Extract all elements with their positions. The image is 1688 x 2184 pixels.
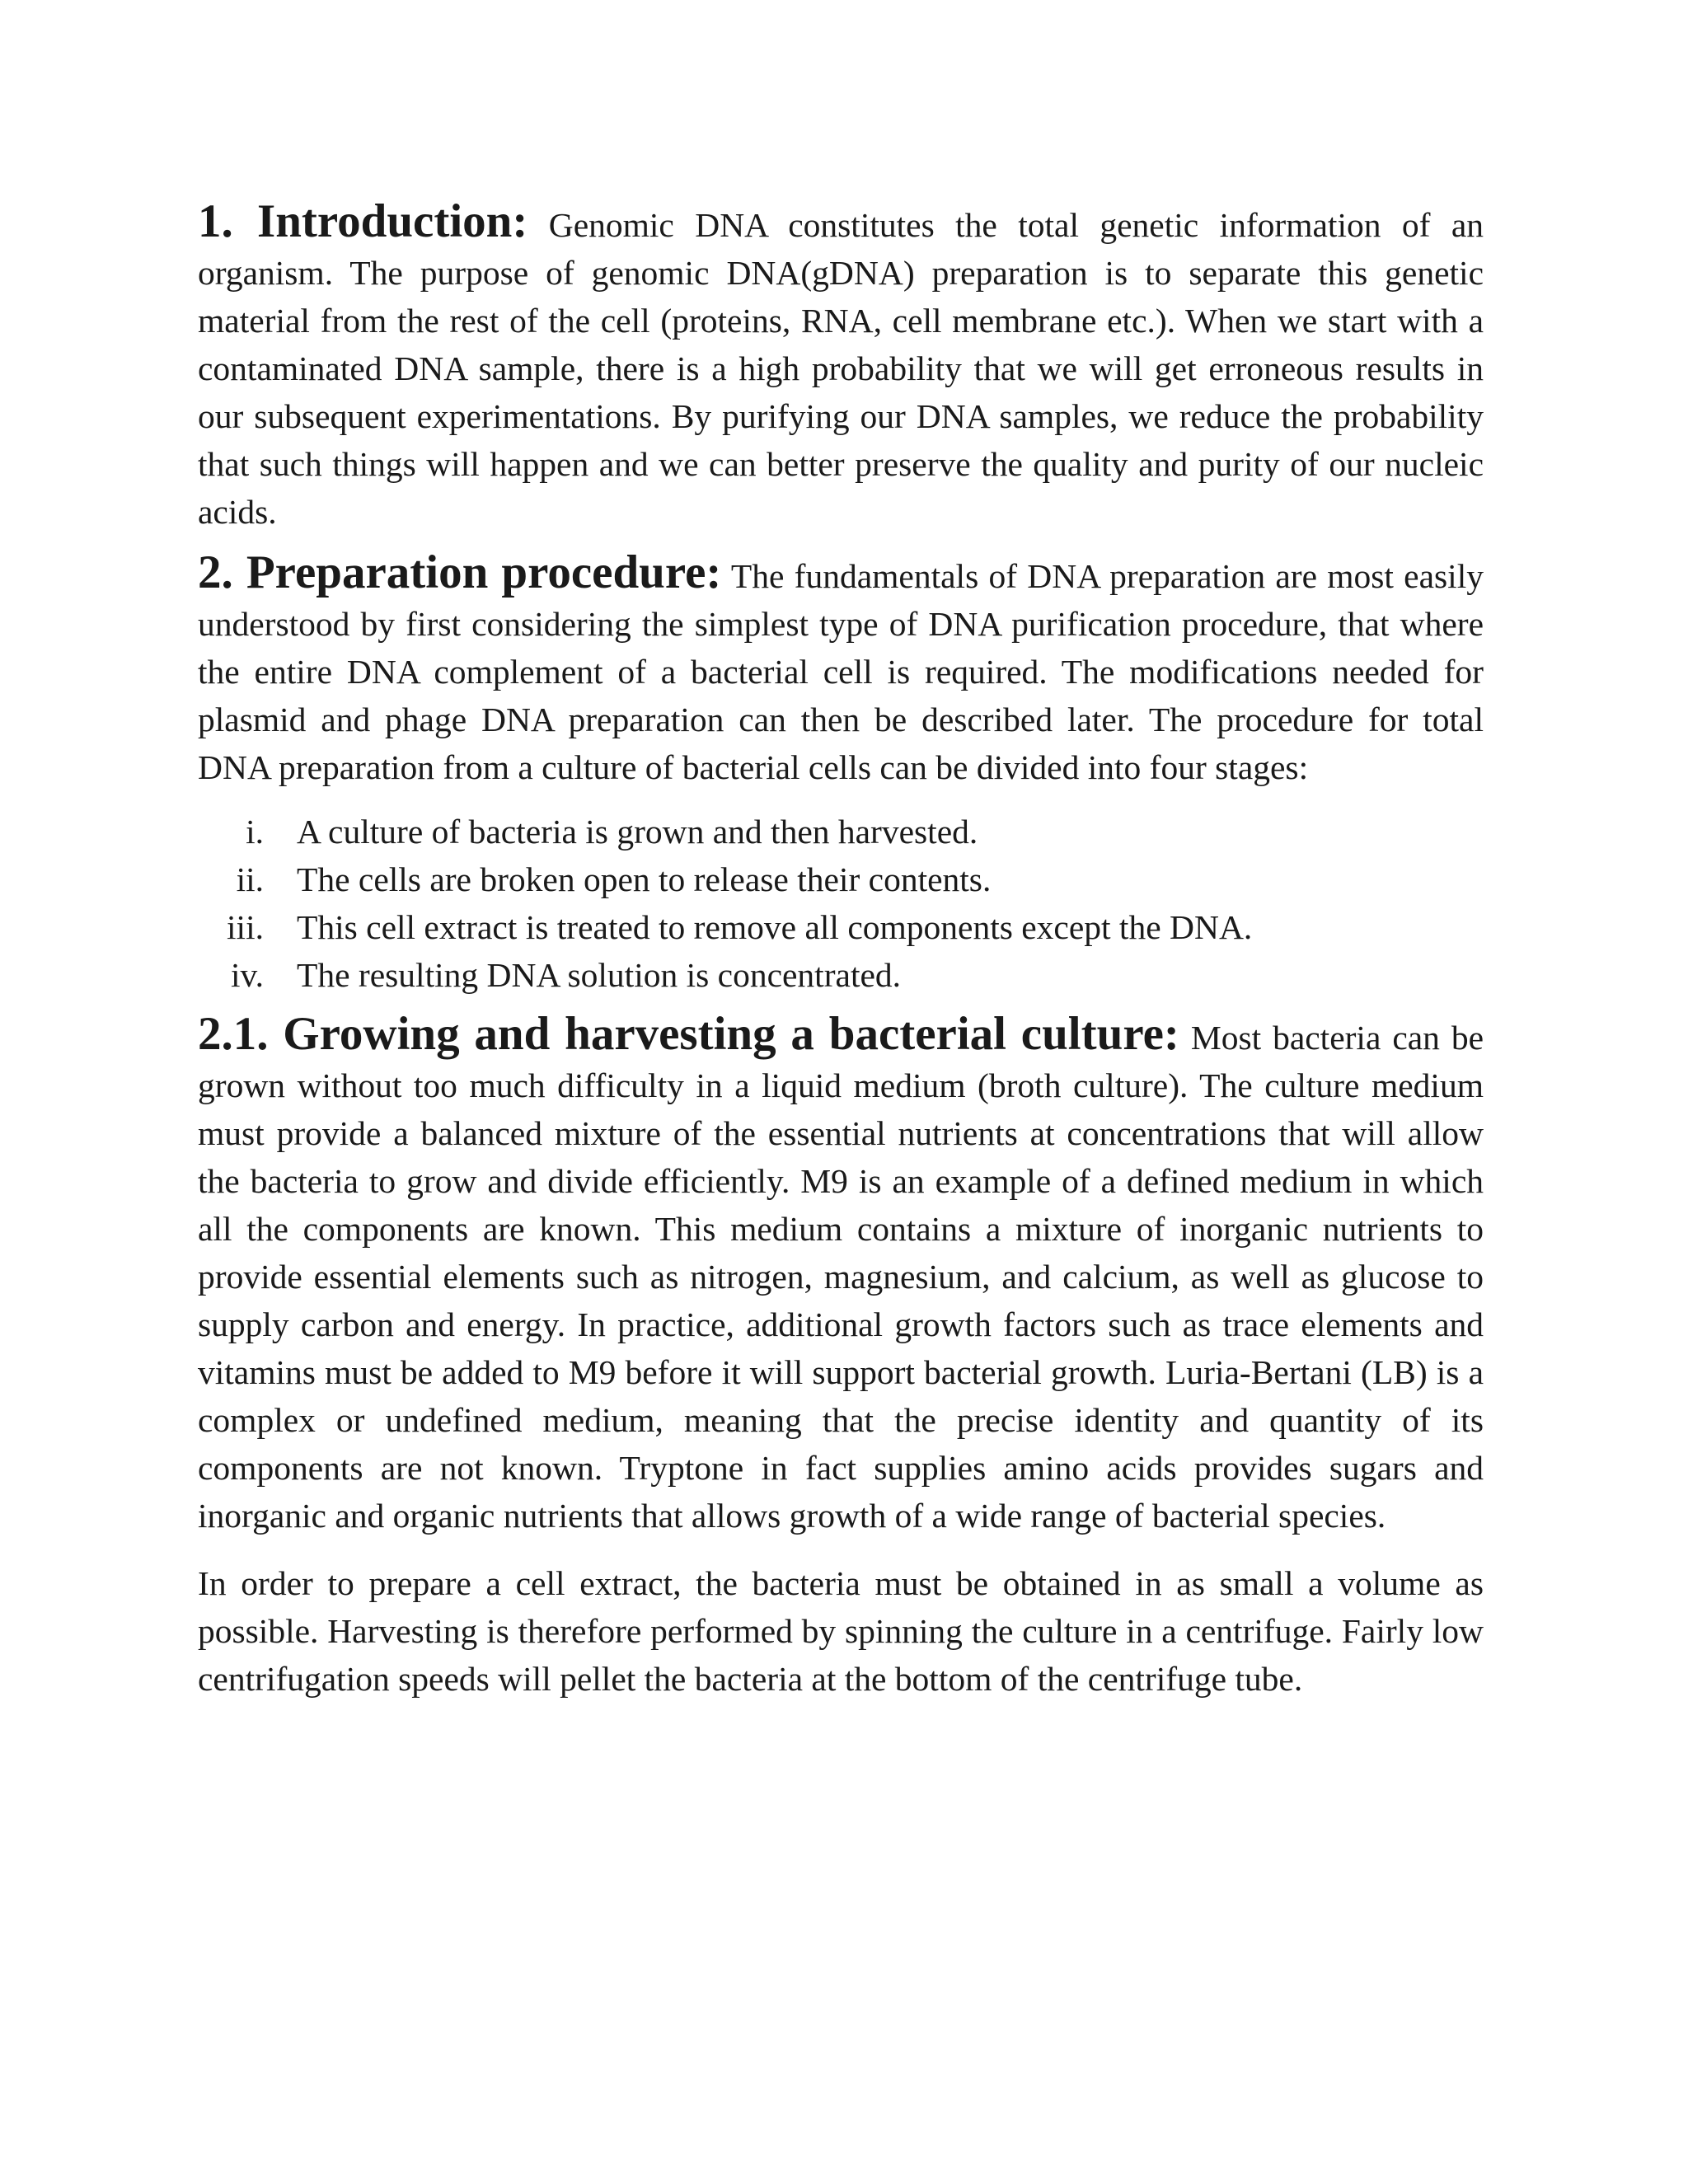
list-item-number: iii. (227, 908, 264, 946)
harvesting-paragraph (198, 1559, 1484, 1703)
preparation-text: The fundamentals of DNA preparation are most easily understood by first considering the simplest type of DNA purification procedure, that where the entire DNA complement of a bacterial cell is required. The modifications needed for plasmid and phage DNA preparation can then be described later. The procedure for total DNA preparation from a culture of bacterial cells can be divided into four stages: (198, 557, 1484, 786)
introduction-text: Genomic DNA constitutes the total genetic information of an organism. The purpose of genomic DNA(gDNA) preparation is to separate this genetic material from the rest of the cell (proteins, RNA, cell membrane etc.). When we start with a contaminated DNA sample, there is a high probability that we will get erroneous results in our subsequent experimentations. By purifying our DNA samples, we reduce the probability that such things will happen and we can better preserve the quality and purity of our nucleic acids. (198, 206, 1484, 531)
preparation-heading: 2. Preparation procedure: (198, 546, 722, 598)
harvesting-text: In order to prepare a cell extract, the bacteria must be obtained in as small a volume as possible. Harvesting is therefore performed by spinning the culture in a centrifuge. Fairly low centrifugation speeds will pellet the bacteria at the bottom of the centrifuge tube. (198, 1564, 1484, 1698)
growing-paragraph (198, 1010, 1484, 1540)
list-item-text: A culture of bacteria is grown and then harvested. (297, 813, 978, 851)
list-item-text: The cells are broken open to release their contents. (297, 860, 992, 898)
list-item (198, 855, 1484, 903)
list-item (198, 808, 1484, 855)
list-item-text: The resulting DNA solution is concentrated. (297, 956, 902, 994)
growing-text: Most bacteria can be grown without too much difficulty in a liquid medium (broth culture). The culture medium must provide a balanced mixture of the essential nutrients at concentrations that will allow the bacteria to grow and divide efficiently. M9 is an example of a defined medium in which all the components are known. This medium contains a mixture of inorganic nutrients to provide essential elements such as nitrogen, magnesium, and calcium, as well as glucose to supply carbon and energy. In practice, additional growth factors such as trace elements and vitamins must be added to M9 before it will support bacterial growth. Luria-Bertani (LB) is a complex or undefined medium, meaning that the precise identity and quantity of its components are not known. Tryptone in fact supplies amino acids provides sugars and inorganic and organic nutrients that allows growth of a wide range of bacterial species. (198, 1019, 1484, 1535)
growing-heading: 2.1. Growing and harvesting a bacterial culture: (198, 1008, 1179, 1060)
list-item-number: ii. (236, 860, 264, 898)
introduction-paragraph (198, 195, 1484, 536)
preparation-paragraph (198, 546, 1484, 791)
list-item-text: This cell extract is treated to remove all components except the DNA. (297, 908, 1253, 946)
list-item-number: iv. (231, 956, 264, 994)
document-page (198, 195, 1484, 1703)
list-item-number: i. (246, 813, 264, 851)
list-item (198, 903, 1484, 951)
stages-list (198, 808, 1484, 999)
list-item (198, 951, 1484, 999)
introduction-heading: 1. Introduction: (198, 195, 528, 247)
